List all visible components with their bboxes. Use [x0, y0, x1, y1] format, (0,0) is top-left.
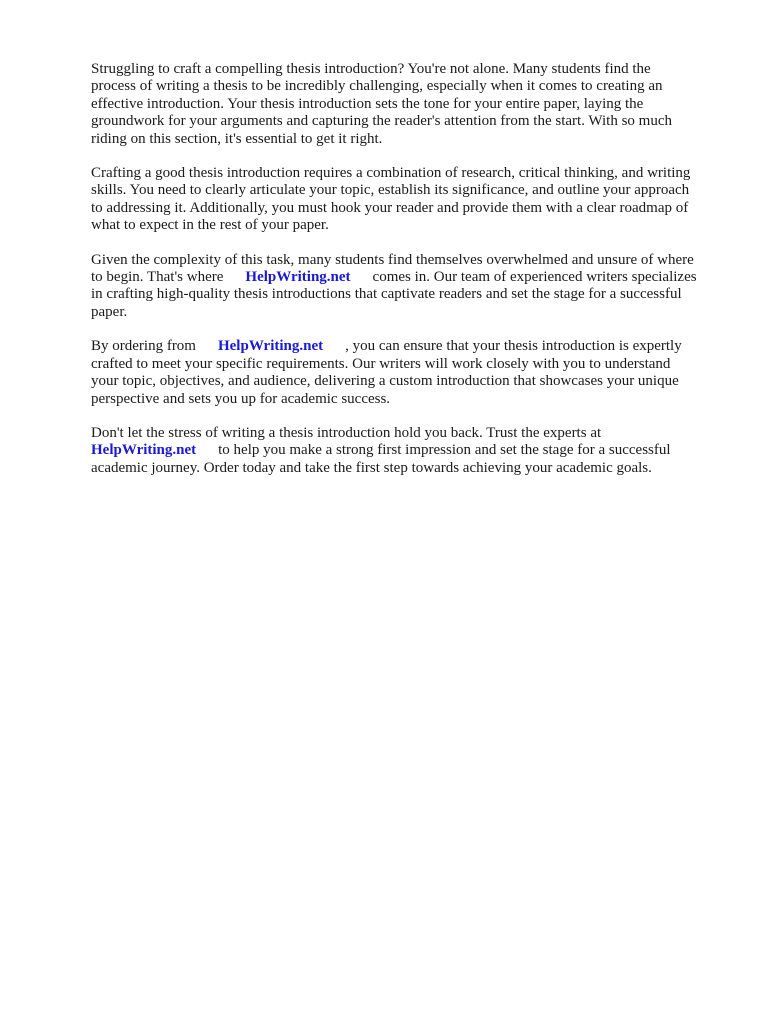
text-segment: , you can ensure that your thesis introduction is expertly: [345, 338, 682, 355]
text-line: crafted to meet your specific requirements. Our writers will work closely with you to understand: [91, 355, 671, 372]
text-line: Struggling to craft a compelling thesis introduction? You're not alone. Many students find the: [91, 61, 651, 77]
text-line: in crafting high-quality thesis introductions that captivate readers and set the stage for a successful: [91, 286, 682, 303]
text-line: skills. You need to clearly articulate your topic, establish its significance, and outline your approach: [91, 182, 690, 199]
paragraph-complexity: [91, 252, 723, 322]
text-line: academic journey. Order today and take the first step towards achieving your academic goals.: [91, 459, 652, 476]
text-line: perspective and sets you up for academic success.: [91, 390, 391, 407]
text-line: [91, 442, 723, 459]
text-line: Crafting a good thesis introduction requires a combination of research, critical thinking, and writing: [91, 165, 691, 182]
text-line: process of writing a thesis to be incredibly challenging, especially when it comes to creating an: [91, 78, 663, 95]
text-line: [91, 269, 723, 286]
helpwriting-link[interactable]: HelpWriting.net: [217, 338, 324, 355]
text-segment: to help you make a strong first impression and set the stage for a successful: [218, 442, 671, 459]
paragraph-ordering: [91, 338, 723, 408]
text-line: paper.: [91, 303, 128, 320]
text-segment: to begin. That's where: [91, 269, 224, 286]
text-line: to addressing it. Additionally, you must hook your reader and provide them with a clear roadmap of: [91, 199, 689, 216]
text-line: [91, 338, 723, 355]
text-line: Given the complexity of this task, many students find themselves overwhelmed and unsure of where: [91, 251, 694, 268]
document-body: [91, 61, 723, 494]
paragraph-intro: [91, 61, 723, 148]
paragraph-closing: [91, 425, 723, 477]
helpwriting-link[interactable]: HelpWriting.net: [91, 442, 197, 459]
text-line: groundwork for your arguments and capturing the reader's attention from the start. With so much: [91, 113, 672, 130]
helpwriting-link[interactable]: HelpWriting.net: [245, 269, 351, 286]
text-segment: By ordering from: [91, 338, 196, 355]
text-segment: comes in. Our team of experienced writers specializes: [372, 269, 697, 286]
text-line: Don't let the stress of writing a thesis introduction hold you back. Trust the experts at: [91, 424, 602, 441]
text-line: effective introduction. Your thesis introduction sets the tone for your entire paper, laying the: [91, 95, 644, 112]
text-line: riding on this section, it's essential to get it right.: [91, 130, 383, 147]
text-line: what to expect in the rest of your paper.: [91, 217, 329, 234]
paragraph-requirements: [91, 165, 723, 235]
text-line: your topic, objectives, and audience, delivering a custom introduction that showcases your unique: [91, 373, 679, 390]
